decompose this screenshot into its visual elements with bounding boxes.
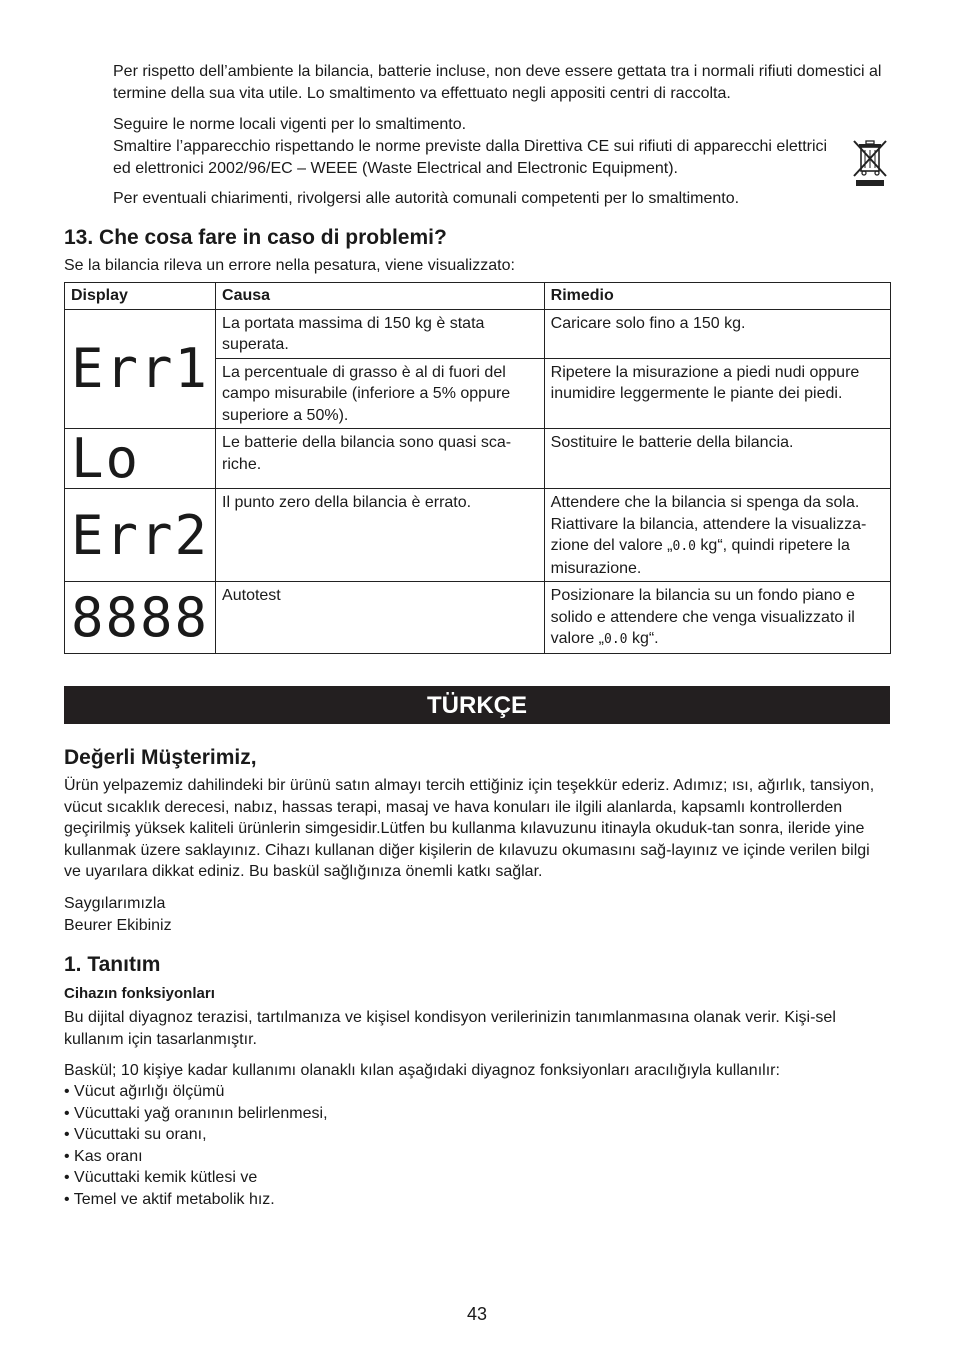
list-item: • Vücuttaki kemik kütlesi ve xyxy=(64,1167,890,1189)
table-row xyxy=(65,489,891,582)
cause-cell: Autotest xyxy=(216,582,545,654)
sign-off-line: Saygılarımızla xyxy=(64,895,166,912)
functions-paragraph: Bu dijital diyagnoz terazisi, tartılmanıza ve kişisel kondisyon verilerinizin tanımlanmasına olanak verir. Kişi-sel kullanım için tasarlanmıştır. xyxy=(64,1009,836,1048)
disposal-paragraph: Per rispetto dell’ambiente la bilancia, batterie incluse, non deve essere gettata tra i normali rifiuti domestici al termine della sua vita utile. Lo smaltimento va effettuato negli appositi centri di raccolta. xyxy=(113,63,882,102)
function-list xyxy=(64,1081,890,1211)
section-13-title: 13. Che cosa fare in caso di problemi? xyxy=(64,226,447,249)
cause-cell: La portata massima di 150 kg è stata superata. xyxy=(216,309,545,358)
table-row xyxy=(65,582,891,654)
display-lo: Lo xyxy=(65,429,216,489)
header-remedy: Rimedio xyxy=(544,283,890,310)
display-8888: 8888 xyxy=(65,582,216,654)
greeting-heading: Değerli Müşterimiz, xyxy=(64,746,257,769)
list-item: • Vücut ağırlığı ölçümü xyxy=(64,1081,890,1103)
section-1-title: 1. Tanıtım xyxy=(64,953,161,976)
local-rules-line: Seguire le norme locali vigenti per lo smaltimento. xyxy=(113,116,467,133)
intro-paragraph-tr: Ürün yelpazemiz dahilindeki bir ürünü satın almayı tercih ettiğiniz için teşekkür ederiz. Adımız; ısı, ağırlık, tansiyon, vücut sıcaklık derecesi, nabız, hassas terapi, masaj ve hava konuları ile ilgili alanlarda, kapsamlı kontrollerden geçirilmiş yüksek kaliteli ürünlerin simgesidir.Lütfen bu kullanma kılavuzunu itinayla okuduk-tan sonra, ileride yine kullanmak üzere saklayınız. Cihazı kullanan diğer kişilerin de kılavuzu okumasını sağ-layınız ve içinde verilen bilgi ve uyarılara dikkat ediniz. Bu baskül sağlığınıza önemli katkı sağlar. xyxy=(64,777,875,880)
weee-paragraph: Smaltire l’apparecchio rispettando le norme previste dalla Direttiva CE sui rifiuti di apparecchi elettrici ed elettronici 2002/96/EC – WEEE (Waste Electrical and Electronic Equipment). xyxy=(113,138,828,177)
remedy-cell: Ripetere la misurazione a piedi nudi oppure inumidire leggermente le piante dei piedi. xyxy=(544,358,890,429)
cause-cell: La percentuale di grasso è al di fuori del campo misurabile (inferiore a 5% oppure superiore a 50%). xyxy=(216,358,545,429)
header-cause: Causa xyxy=(216,283,545,310)
table-row xyxy=(65,309,891,358)
remedy-cell: Caricare solo fino a 150 kg. xyxy=(544,309,890,358)
list-item: • Vücuttaki yağ oranının belirlenmesi, xyxy=(64,1103,890,1125)
lcd-zero-value: 0.0 xyxy=(672,539,696,554)
sign-off-team: Beurer Ekibiniz xyxy=(64,917,172,934)
display-err1: Err1 xyxy=(65,309,216,429)
cause-cell: Le batterie della bilancia sono quasi sca-riche. xyxy=(216,429,545,489)
display-err2: Err2 xyxy=(65,489,216,582)
list-item: • Temel ve aktif metabolik hız. xyxy=(64,1189,890,1211)
lcd-zero-value: 0.0 xyxy=(604,632,628,647)
remedy-cell: Sostituire le batterie della bilancia. xyxy=(544,429,890,489)
section-13-lead: Se la bilancia rileva un errore nella pesatura, viene visualizzato: xyxy=(64,257,515,274)
error-table xyxy=(64,282,891,654)
functions-subheading: Cihazın fonksiyonları xyxy=(64,985,215,1002)
page-number: 43 xyxy=(466,1304,488,1324)
remedy-cell: Posizionare la bilancia su un fondo piano e solido e attendere che venga visualizzato il valore „0.0 kg“. xyxy=(544,582,890,654)
remedy-cell: Attendere che la bilancia si spenga da sola. Riattivare la bilancia, attendere la visualizza-zione del valore „0.0 kg“, quindi ripetere la misurazione. xyxy=(544,489,890,582)
table-header-row xyxy=(65,283,891,310)
diagnosis-paragraph: Baskül; 10 kişiye kadar kullanımı olanaklı kılan aşağıdaki diyagnoz fonksiyonları aracılığıyla kullanılır: xyxy=(64,1062,780,1079)
contact-paragraph: Per eventuali chiarimenti, rivolgersi alle autorità comunali competenti per lo smaltimento. xyxy=(113,190,740,207)
header-display: Display xyxy=(65,283,216,310)
language-banner: TÜRKÇE xyxy=(64,686,890,724)
crossed-out-bin-icon xyxy=(852,138,888,188)
list-item: • Vücuttaki su oranı, xyxy=(64,1124,890,1146)
cause-cell: Il punto zero della bilancia è errato. xyxy=(216,489,545,582)
table-row xyxy=(65,429,891,489)
list-item: • Kas oranı xyxy=(64,1146,890,1168)
